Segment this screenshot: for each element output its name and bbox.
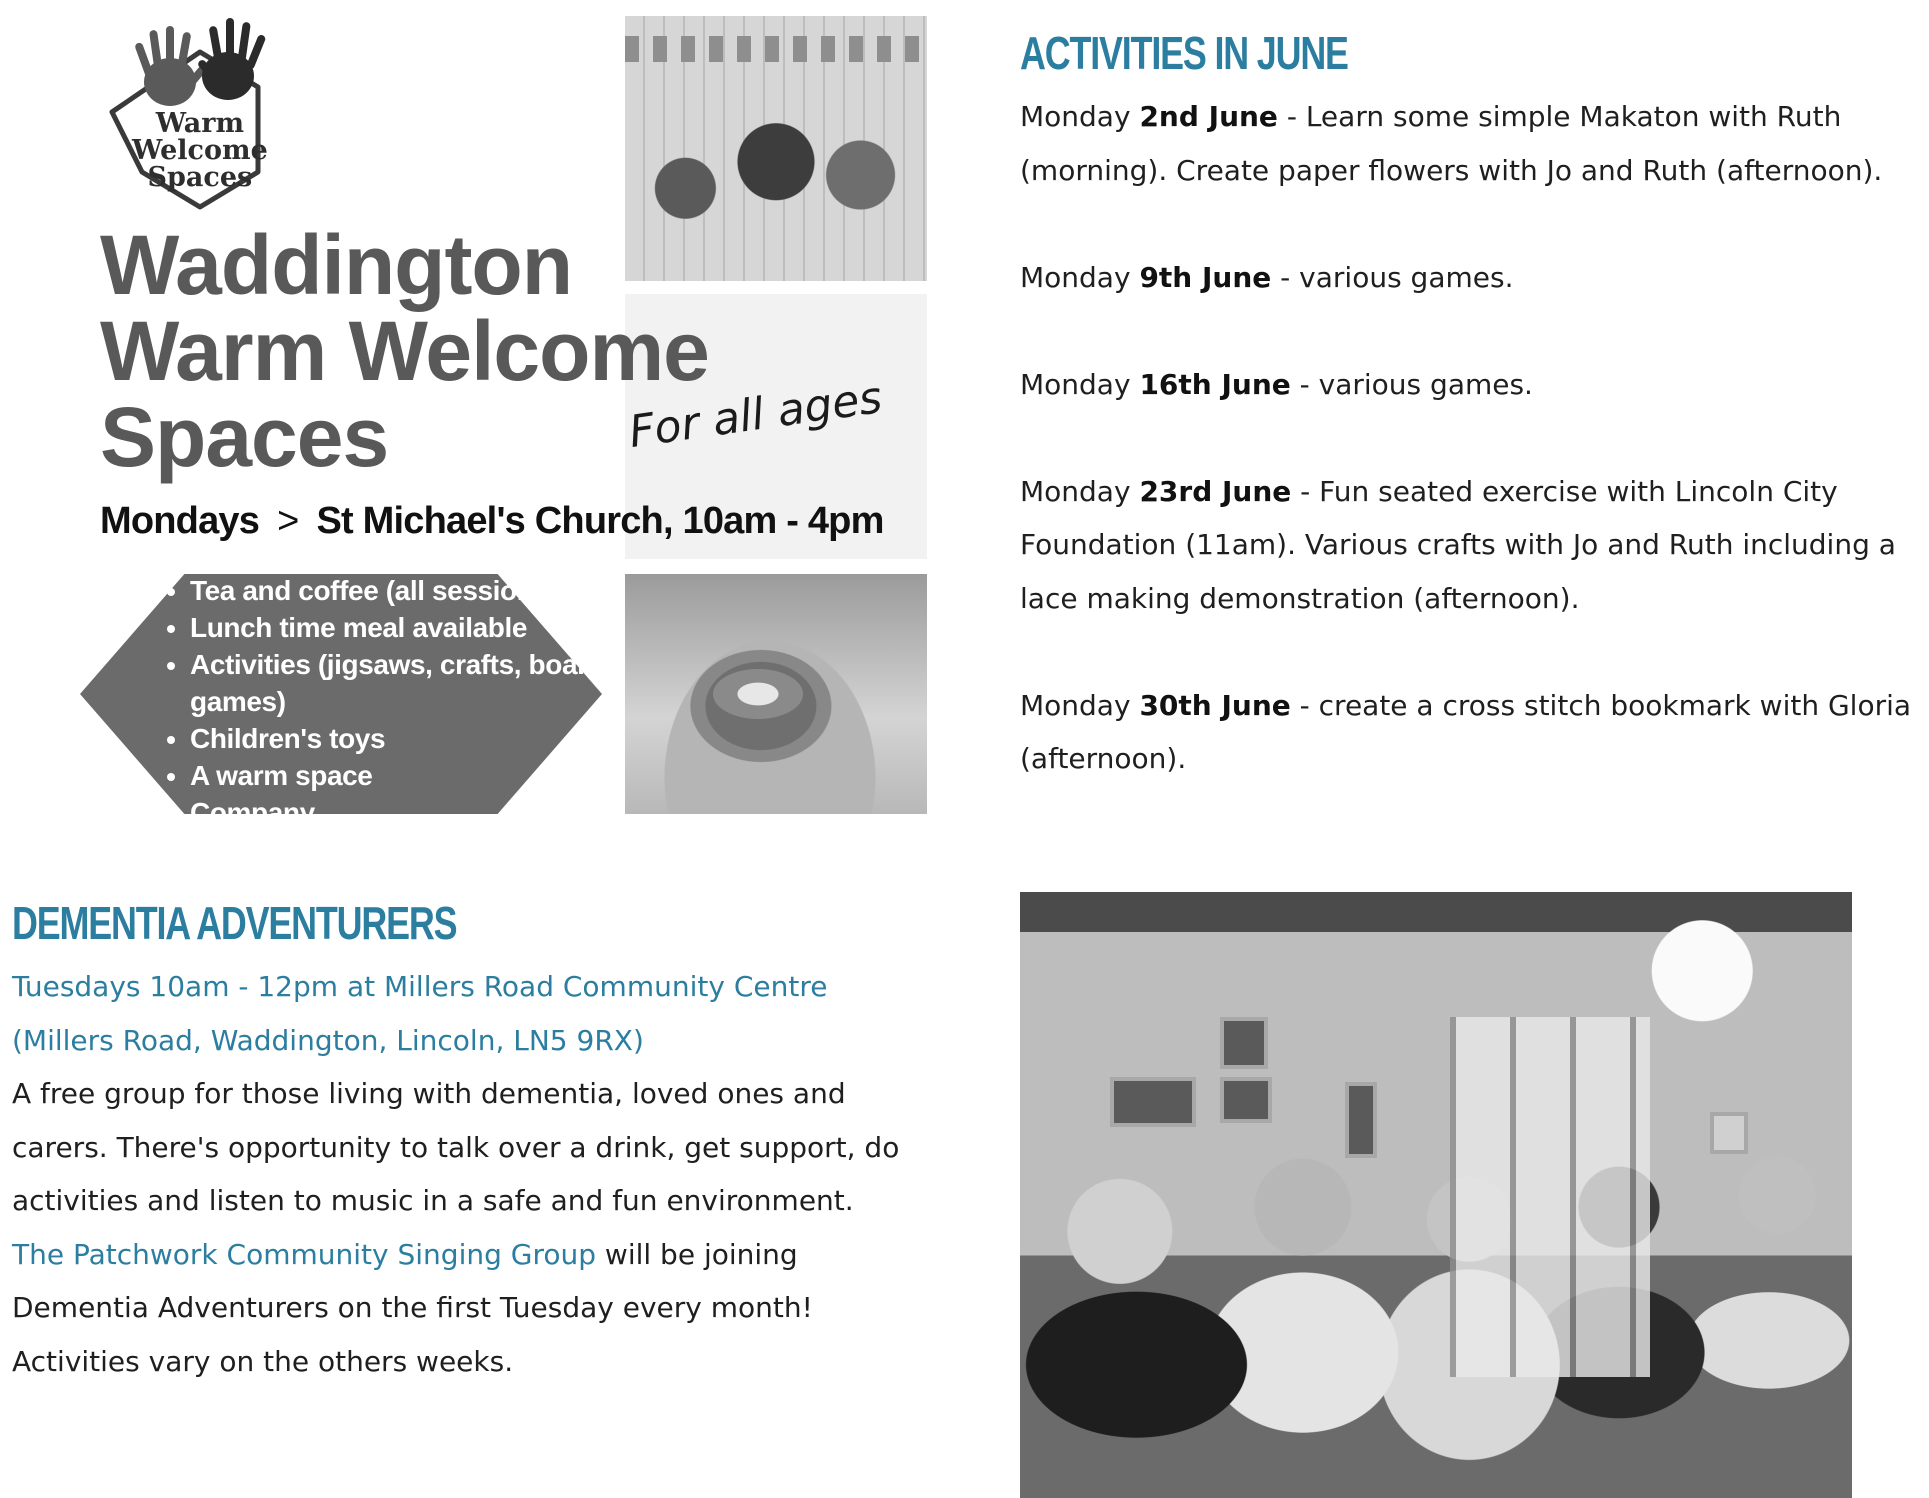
june-activities-heading: ACTIVITIES IN JUNE (1020, 27, 1348, 79)
activity-date: 23rd June (1139, 474, 1292, 508)
logo-line-2: Welcome (132, 135, 268, 166)
activity-prefix: Monday (1020, 260, 1140, 294)
poster-title-line-3: Spaces (100, 390, 389, 484)
features-list (168, 572, 630, 831)
activity-date: 9th June (1139, 260, 1272, 294)
singing-group-paragraph (12, 1228, 912, 1335)
poster-schedule (100, 500, 884, 543)
activity-item (1020, 90, 1920, 197)
activity-text: - Fun seated exercise with Lincoln City Foundation (11am). Various crafts with Jo and Ruth including a lace making demonstration (afternoon). (1020, 474, 1896, 615)
june-activities-list (1020, 90, 1920, 839)
singing-group-link[interactable]: The Patchwork Community Singing Group (12, 1237, 597, 1271)
dementia-closing: Activities vary on the others weeks. (12, 1344, 514, 1378)
activity-item (1020, 251, 1920, 305)
warm-welcome-poster (100, 12, 930, 828)
logo-line-1: Warm (155, 108, 245, 139)
activity-prefix: Monday (1020, 100, 1140, 133)
schedule-day: Mondays (100, 500, 260, 542)
activity-text: - various games. (1290, 367, 1533, 401)
feature-item: • Activities (jigsaws, crafts, board games) (190, 646, 630, 720)
logo-line-3: Spaces (147, 162, 253, 193)
logo-text (132, 110, 268, 191)
feature-item: • Children's toys (190, 720, 630, 757)
activity-item (1020, 465, 1920, 626)
wall-picture (1345, 1082, 1377, 1158)
arrow-icon: > (277, 500, 299, 542)
activity-date: 30th June (1139, 688, 1291, 722)
wall-picture (1110, 1077, 1196, 1127)
activity-text: - create a cross stitch bookmark with Gloria (afternoon). (1020, 688, 1912, 775)
singing-group-text: will be joining Dementia Adventurers on the first Tuesday every month! (12, 1237, 813, 1324)
activity-item (1020, 358, 1920, 412)
dementia-group-photo (1020, 892, 1852, 1498)
window (1450, 1017, 1650, 1377)
feature-item: • Company (190, 794, 630, 831)
feature-item: • A warm space (190, 757, 630, 794)
poster-tagline: For all ages (625, 372, 886, 458)
latte-art (713, 669, 803, 719)
activity-date: 2nd June (1139, 100, 1278, 133)
dementia-adventurers-heading: DEMENTIA ADVENTURERS (12, 897, 457, 949)
activity-item (1020, 679, 1920, 786)
activity-date: 16th June (1139, 367, 1291, 401)
wall-picture (1220, 1017, 1268, 1069)
dementia-description: A free group for those living with dementia, loved ones and carers. There's opportunity to talk over a drink, get support, do activities and listen to music in a safe and fun environment. (12, 1077, 900, 1217)
schedule-place: St Michael's Church, 10am - 4pm (316, 500, 884, 542)
feature-item: • Tea and coffee (all session) (190, 572, 630, 609)
dementia-adventurers-body (12, 960, 912, 1388)
wall-picture (1220, 1077, 1272, 1123)
poster-title-line-2: Warm Welcome (100, 304, 709, 398)
activity-prefix: Monday (1020, 474, 1140, 508)
activity-prefix: Monday (1020, 688, 1140, 722)
warm-welcome-logo (100, 12, 300, 232)
feature-item: • Lunch time meal available (190, 609, 630, 646)
poster-title-line-1: Waddington (100, 218, 573, 312)
coffee-cup-photo (625, 574, 927, 814)
activity-text: - various games. (1271, 260, 1514, 294)
wall-notice (1710, 1112, 1748, 1154)
activity-text: - Learn some simple Makaton with Ruth (morning). Create paper flowers with Jo and Ruth (afternoon). (1020, 100, 1883, 187)
dementia-location: Tuesdays 10am - 12pm at Millers Road Community Centre (Millers Road, Waddington, Lincoln, LN5 9RX) (12, 970, 828, 1057)
activity-prefix: Monday (1020, 367, 1140, 401)
